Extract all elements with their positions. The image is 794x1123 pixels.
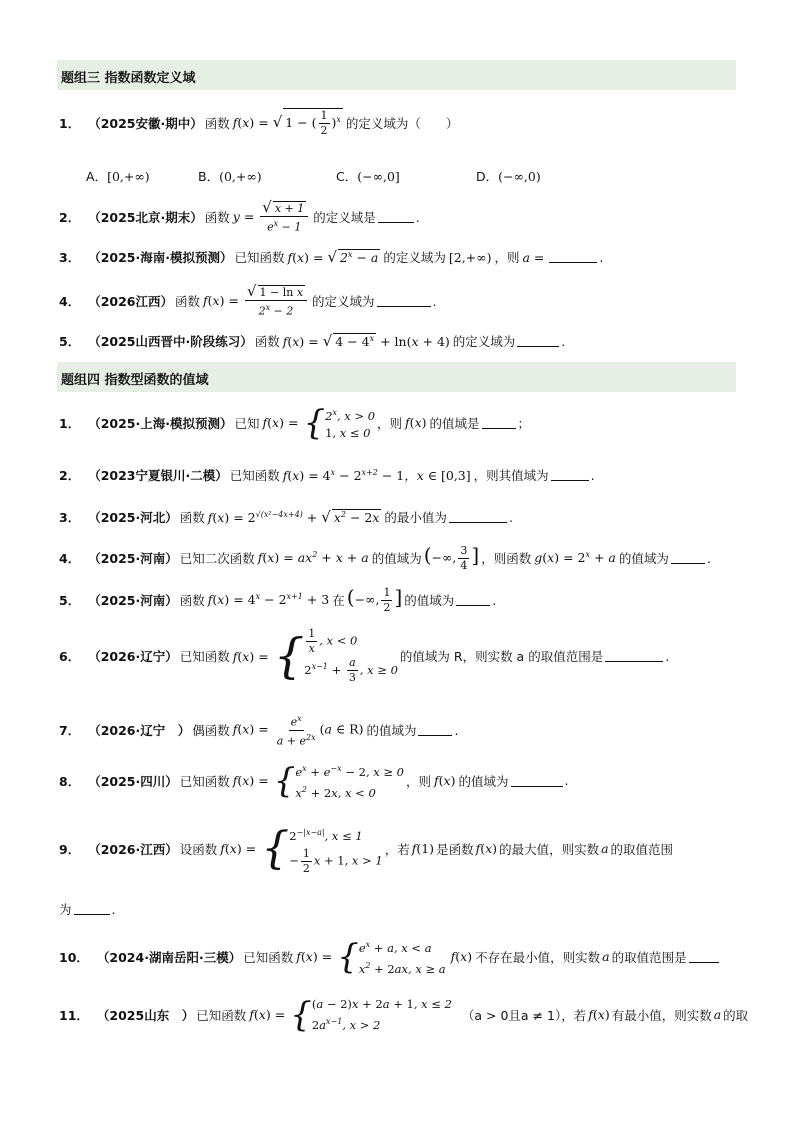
- option-b[interactable]: B．(0,+∞): [198, 169, 262, 184]
- answer-blank[interactable]: [517, 335, 559, 347]
- answer-blank[interactable]: [378, 211, 414, 223]
- answer-blank[interactable]: [551, 469, 589, 481]
- question-3-5: 5． （2025山西晋中·阶段练习） 函数 f(x) = √ $4 - 4^x + \ln(x + 4)$ 的定义域为 .: [59, 332, 566, 350]
- section-header-4: [57, 362, 736, 392]
- answer-blank[interactable]: [689, 951, 719, 963]
- formula: $f(x) = ax^2 + x + a$: [257, 550, 369, 566]
- option-c[interactable]: C．(−∞,0]: [336, 169, 400, 184]
- section-title-4: 题组四 指数型函数的值域: [61, 373, 209, 388]
- answer-blank[interactable]: [377, 295, 431, 307]
- formula: f(x) =: [232, 648, 269, 664]
- question-4-1: 1． （2025·上海·模拟预测） 已知 f(x) = { 2$^x$, x > 0 1, x ≤ 0 ，则 f(x) 的值域是 ；: [59, 402, 531, 443]
- question-3-2: 2． （2025北京·期末） 函数 y = $\frac{√ x + 1}{e^x - 1}$ 的定义域是 .: [59, 198, 420, 234]
- question-4-10: 10． （2024·湖南岳阳·三模） 已知函数 f(x) = { $e^x + a$, x < a $x^2 + 2ax$, x ≥ a f(x) 不存在最小值，则实数 a 的取值范围是: [59, 936, 721, 978]
- section-header-3: [57, 60, 736, 90]
- question-3-1: 1． （2025安徽·期中） 函数 f(x) = √ 1 − ( $\frac{1}{2}$ )$^x$ 的定义域为（ ）: [59, 109, 459, 137]
- question-4-5: 5． （2025·河南） 函数 $f(x) = 4^x - 2^{x+1} + 3$ 在 (−∞, $\frac{1}{2}$ ] 的值域为 .: [59, 585, 497, 614]
- formula: f(x) =: [249, 1007, 286, 1023]
- answer-blank[interactable]: [482, 417, 516, 429]
- question-4-8: 8． （2025·四川） 已知函数 f(x) = { $e^x + e^{-x} - 2$, x ≥ 0 $x^2 + 2x$, x < 0 ，则 f(x) 的值域为 .: [59, 760, 569, 801]
- question-4-3: 3． （2025·河北） 函数 $f(x) = 2^{√(x^2-4x+4)}$ + √ $x^2 - 2x$ 的最小值为 .: [59, 508, 513, 526]
- formula: $f(x) = 4^x - 2^{x+2} - 1$，x ∈ [0,3]: [282, 467, 471, 483]
- answer-blank[interactable]: [549, 251, 597, 263]
- formula: f(x) = √ $4 - 4^x + \ln(x + 4)$: [282, 332, 450, 350]
- question-3-3: 3． （2025·海南·模拟预测） 已知函数 f(x) = √ $2^x - a$ 的定义域为 [2,+∞) ，则 a = .: [59, 248, 604, 266]
- option-d[interactable]: D．(−∞,0): [476, 169, 541, 184]
- question-4-6: 6． （2026·辽宁） 已知函数 f(x) = { $\frac{1}{x}$ , x < 0 $2^{x-1}$ + $\frac{a}{3}$ , x ≥ 0 的值域为 R，则实数 a 的取值范围是 .: [59, 627, 670, 685]
- answer-blank[interactable]: [605, 650, 663, 662]
- answer-blank[interactable]: [74, 903, 110, 915]
- formula: f(x) = $\frac{\text{√ 1 − ln x}}{2^x - 2}$: [203, 284, 309, 319]
- formula: $f(x) = 4^x - 2^{x+1} + 3$: [207, 592, 330, 608]
- answer-blank[interactable]: [671, 552, 705, 564]
- formula: f(x) =: [296, 949, 333, 965]
- formula: f(x) = √ $2^x - a$: [287, 248, 379, 266]
- formula: f(x) =: [220, 841, 257, 857]
- question-4-9: 9． （2026·江西） 设函数 f(x) = { $2^{-|x-a|}$, x ≤ 1 − $\frac{1}{2}$ x + 1, x > 1 ，若 f(1) 是函数 f(x) 的最大值，则实数 a 的取值范围: [59, 822, 674, 875]
- question-4-2: 2． （2023宁夏银川·二模） 已知函数 $f(x) = 4^x - 2^{x+2} - 1$，x ∈ [0,3] ，则其值域为 .: [59, 467, 595, 483]
- question-4-11: 11． （2025山东 ） 已知函数 f(x) = { (a − 2)x + 2a + 1, x ≤ 2 $2a^{x-1}$, x > 2 （a > 0且a ≠ 1），若 f(x) 有最小值，则实数 a 的取: [59, 994, 749, 1035]
- formula: f(x) = √ 1 − ( $\frac{1}{2}$ )$^x$: [232, 109, 341, 137]
- formula: f(x) = $\frac{e^x}{a + e^{2x}}$ (a ∈ R): [232, 714, 364, 748]
- question-3-4: 4． （2026江西） 函数 f(x) = $\frac{\text{√ 1 − ln x}}{2^x - 2}$ 的定义域为 .: [59, 282, 437, 318]
- formula: f(x) =: [262, 415, 299, 431]
- answer-blank[interactable]: [449, 511, 507, 523]
- formula: y = $\frac{√ x + 1}{e^x - 1}$: [233, 200, 311, 235]
- option-a[interactable]: A．[0,+∞): [86, 169, 150, 184]
- answer-blank[interactable]: [456, 594, 490, 606]
- section-title-3: 题组三 指数函数定义域: [61, 71, 196, 86]
- formula: $f(x) = 2^{√(x^2-4x+4)}$ + √ $x^2 - 2x$: [207, 508, 380, 526]
- answer-blank[interactable]: [418, 724, 452, 736]
- question-4-9-continued: 为 .: [59, 901, 116, 917]
- question-4-7: 7． （2026·辽宁 ） 偶函数 f(x) = $\frac{e^x}{a + e^{2x}}$ (a ∈ R) 的值域为 .: [59, 714, 459, 748]
- answer-blank[interactable]: [511, 775, 563, 787]
- formula: f(x) =: [232, 773, 269, 789]
- question-4-4: 4． （2025·河南） 已知二次函数 $f(x) = ax^2 + x + a$ 的值域为 (−∞, $\frac{3}{4}$ ] ，则函数 $g(x) = 2^x + a$ 的值域为 .: [59, 543, 711, 572]
